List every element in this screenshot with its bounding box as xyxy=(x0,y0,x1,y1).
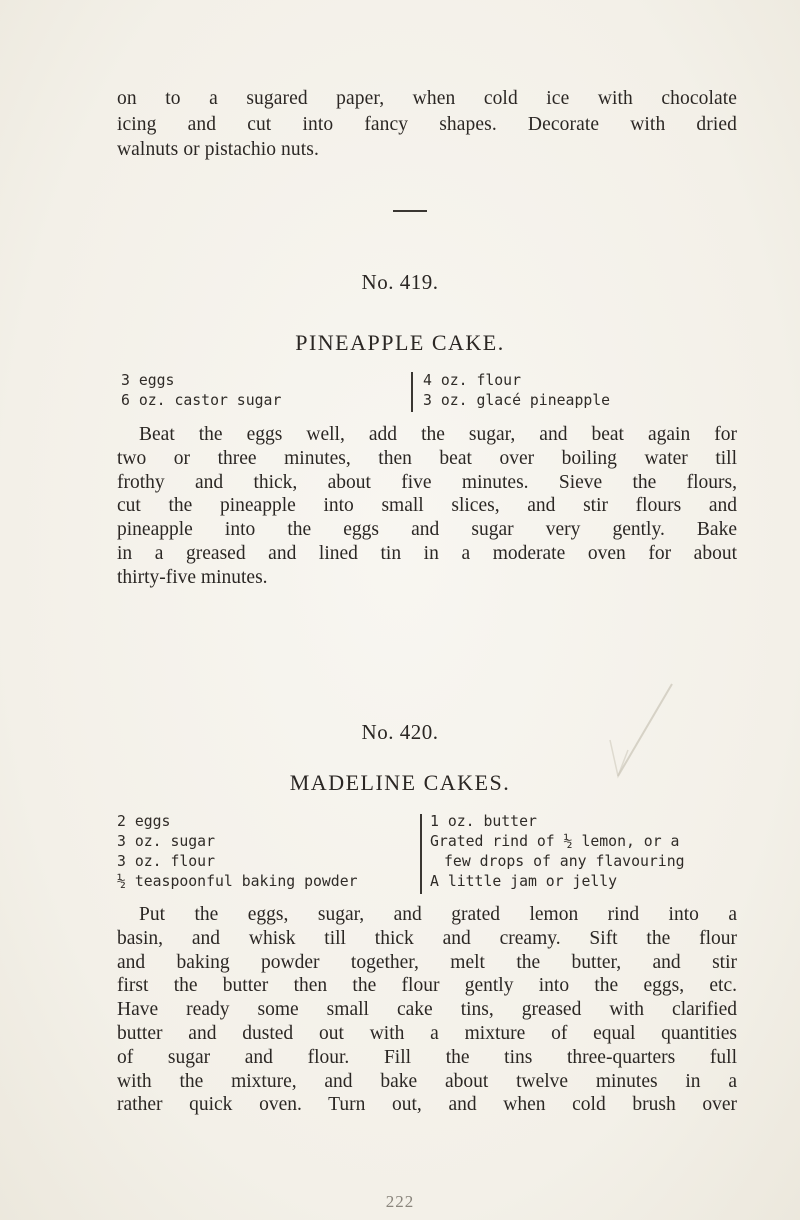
ingredients-left xyxy=(117,812,358,892)
method-line: two or three minutes, then beat over boiling water till xyxy=(117,447,737,469)
method-line: thirty-five minutes. xyxy=(117,566,268,588)
page-number: 222 xyxy=(385,1192,415,1211)
method-line: cut the pineapple into small slices, and stir flours and xyxy=(117,495,737,517)
ingredients-column-divider xyxy=(411,372,413,412)
recipe-number: No. 419. xyxy=(361,270,439,294)
method-line: with the mixture, and bake about twelve minutes in a xyxy=(117,1070,737,1092)
method-line: pineapple into the eggs and sugar very gently. Bake xyxy=(117,519,737,541)
ingredient-item: A little jam or jelly xyxy=(430,873,618,890)
ingredients-right xyxy=(430,812,685,892)
method-line: and baking powder together, melt the butter, and stir xyxy=(117,951,737,973)
ingredient-item: 6 oz. castor sugar xyxy=(121,392,282,409)
method-line: in a greased and lined tin in a moderate oven for about xyxy=(117,542,737,564)
intro-line: icing and cut into fancy shapes. Decorate with dried xyxy=(117,113,737,135)
ingredient-item: 2 eggs xyxy=(117,813,171,830)
pencil-mark xyxy=(600,680,680,780)
method-line: frothy and thick, about five minutes. Sieve the flours, xyxy=(117,471,737,493)
method-line: of sugar and flour. Fill the tins three-quarters full xyxy=(117,1046,737,1068)
ingredient-item: 3 oz. sugar xyxy=(117,833,215,850)
method-line: butter and dusted out with a mixture of equal quantities xyxy=(117,1022,737,1044)
recipe-number: No. 420. xyxy=(361,720,439,744)
intro-line: on to a sugared paper, when cold ice with chocolate xyxy=(117,88,737,109)
section-divider xyxy=(393,210,427,212)
ingredients-left xyxy=(121,371,281,411)
method-line: Beat the eggs well, add the sugar, and beat again for xyxy=(139,424,737,445)
intro-paragraph xyxy=(117,86,737,163)
ingredients-column-divider xyxy=(420,814,422,894)
method-line: Have ready some small cake tins, greased with clarified xyxy=(117,999,737,1021)
recipe-title: PINEAPPLE CAKE. xyxy=(295,330,505,355)
intro-line: walnuts or pistachio nuts. xyxy=(117,139,319,161)
ingredient-item: 3 oz. glacé pineapple xyxy=(423,392,611,409)
method-line: Put the eggs, sugar, and grated lemon rind into a xyxy=(139,904,737,925)
ingredient-item: 4 oz. flour xyxy=(423,372,521,389)
ingredient-item: 3 oz. flour xyxy=(117,853,215,870)
method-line: basin, and whisk till thick and creamy. Sift the flour xyxy=(117,927,737,949)
ingredients-right xyxy=(423,371,610,411)
ingredient-item: few drops of any flavouring xyxy=(444,853,685,870)
ingredient-item: 3 eggs xyxy=(121,372,175,389)
method-line: first the butter then the flour gently into the eggs, etc. xyxy=(117,975,737,997)
method-line: rather quick oven. Turn out, and when cold brush over xyxy=(117,1094,737,1116)
recipe-method xyxy=(117,423,737,590)
recipe-title: MADELINE CAKES. xyxy=(289,770,511,795)
ingredient-item: Grated rind of ½ lemon, or a xyxy=(430,833,680,850)
ingredient-item: 1 oz. butter xyxy=(430,813,537,830)
recipe-method xyxy=(117,903,737,1117)
ingredient-item: ½ teaspoonful baking powder xyxy=(117,873,358,890)
